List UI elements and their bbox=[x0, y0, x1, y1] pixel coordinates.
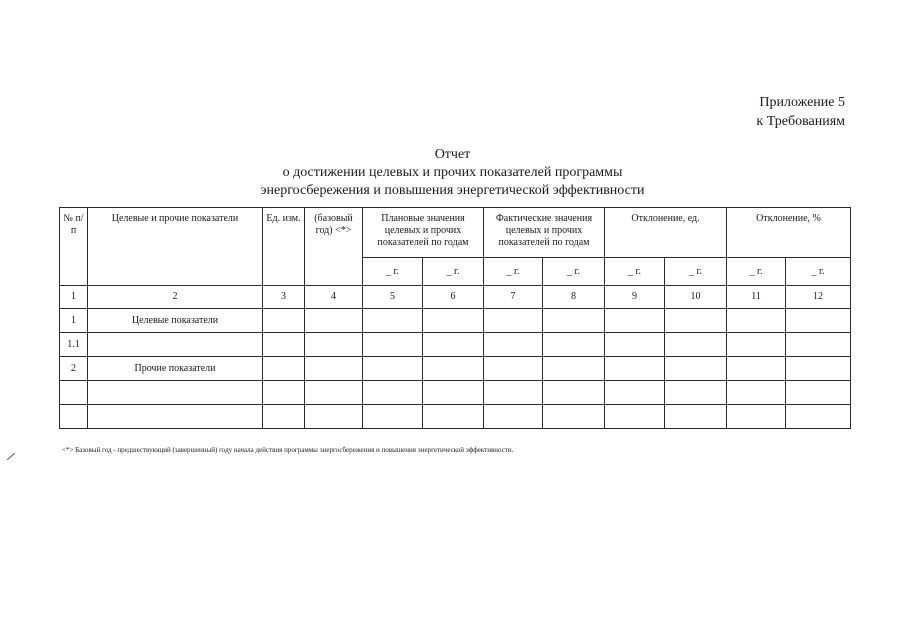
year-label: _ г. bbox=[363, 258, 423, 286]
row-num: 1.1 bbox=[60, 333, 88, 357]
year-label: _ г. bbox=[605, 258, 665, 286]
table-cell bbox=[665, 357, 727, 381]
report-table bbox=[59, 207, 851, 429]
column-number: 1 bbox=[60, 286, 88, 309]
document-title bbox=[180, 146, 725, 200]
table-cell bbox=[605, 405, 665, 429]
year-label: _ г. bbox=[786, 258, 851, 286]
header-fact: Фактические значения целевых и прочих показателей по годам bbox=[484, 208, 605, 258]
table-cell bbox=[305, 381, 363, 405]
table-cell bbox=[484, 381, 543, 405]
year-label: _ г. bbox=[543, 258, 605, 286]
table-cell bbox=[423, 405, 484, 429]
table-cell bbox=[605, 357, 665, 381]
appendix-reference bbox=[756, 93, 845, 131]
table-cell bbox=[543, 333, 605, 357]
table-cell bbox=[543, 357, 605, 381]
column-number: 5 bbox=[363, 286, 423, 309]
table-cell bbox=[484, 333, 543, 357]
scan-mark bbox=[7, 453, 15, 460]
table-cell bbox=[263, 381, 305, 405]
title-subject: о достижении целевых и прочих показателей программы bbox=[282, 165, 623, 180]
header-plan: Плановые значения целевых и прочих показателей по годам bbox=[363, 208, 484, 258]
table-cell bbox=[484, 309, 543, 333]
header-unit: Ед. изм. bbox=[263, 208, 305, 286]
table-cell bbox=[543, 309, 605, 333]
header-num: № п/п bbox=[60, 208, 88, 286]
table-cell bbox=[665, 309, 727, 333]
appendix-requirements: к Требованиям bbox=[756, 114, 845, 129]
row-name: Прочие показатели bbox=[88, 357, 263, 381]
table-cell bbox=[786, 333, 851, 357]
table-cell bbox=[786, 381, 851, 405]
table-cell bbox=[263, 333, 305, 357]
table-row bbox=[60, 309, 851, 333]
row-num: 2 bbox=[60, 357, 88, 381]
column-number: 2 bbox=[88, 286, 263, 309]
table-cell bbox=[786, 309, 851, 333]
table-cell bbox=[543, 381, 605, 405]
column-number: 10 bbox=[665, 286, 727, 309]
table-row bbox=[60, 357, 851, 381]
table-cell bbox=[727, 357, 786, 381]
row-name bbox=[88, 405, 263, 429]
row-num bbox=[60, 381, 88, 405]
table-cell bbox=[363, 381, 423, 405]
column-number-row bbox=[60, 286, 851, 309]
table-cell bbox=[605, 381, 665, 405]
row-name bbox=[88, 333, 263, 357]
table-cell bbox=[263, 405, 305, 429]
table-cell bbox=[305, 309, 363, 333]
row-name bbox=[88, 381, 263, 405]
header-row bbox=[60, 208, 851, 258]
year-label: _ г. bbox=[727, 258, 786, 286]
column-number: 8 bbox=[543, 286, 605, 309]
header-base-year: (базовый год) <*> bbox=[305, 208, 363, 286]
table-cell bbox=[543, 405, 605, 429]
table-cell bbox=[263, 309, 305, 333]
table-row bbox=[60, 381, 851, 405]
table-cell bbox=[665, 333, 727, 357]
title-program: энергосбережения и повышения энергетической эффективности bbox=[260, 183, 645, 198]
table-cell bbox=[305, 357, 363, 381]
table-cell bbox=[363, 309, 423, 333]
row-name: Целевые показатели bbox=[88, 309, 263, 333]
table-cell bbox=[363, 405, 423, 429]
row-num bbox=[60, 405, 88, 429]
column-number: 7 bbox=[484, 286, 543, 309]
column-number: 4 bbox=[305, 286, 363, 309]
column-number: 3 bbox=[263, 286, 305, 309]
table-cell bbox=[423, 357, 484, 381]
table-cell bbox=[786, 357, 851, 381]
table-cell bbox=[305, 405, 363, 429]
appendix-number: Приложение 5 bbox=[759, 95, 845, 110]
title-report: Отчет bbox=[434, 147, 471, 162]
table-cell bbox=[423, 333, 484, 357]
header-name: Целевые и прочие показатели bbox=[88, 208, 263, 286]
table-cell bbox=[423, 309, 484, 333]
column-number: 6 bbox=[423, 286, 484, 309]
table-cell bbox=[727, 405, 786, 429]
year-label: _ г. bbox=[423, 258, 484, 286]
table-cell bbox=[305, 333, 363, 357]
table-cell bbox=[727, 381, 786, 405]
table-cell bbox=[484, 357, 543, 381]
header-deviation-percent: Отклонение, % bbox=[727, 208, 851, 258]
row-num: 1 bbox=[60, 309, 88, 333]
header-deviation-units: Отклонение, ед. bbox=[605, 208, 727, 258]
table-cell bbox=[727, 333, 786, 357]
table-cell bbox=[423, 381, 484, 405]
table-cell bbox=[727, 309, 786, 333]
table-cell bbox=[484, 405, 543, 429]
column-number: 11 bbox=[727, 286, 786, 309]
table-row bbox=[60, 333, 851, 357]
column-number: 12 bbox=[786, 286, 851, 309]
table-cell bbox=[263, 357, 305, 381]
table-cell bbox=[363, 333, 423, 357]
table-row bbox=[60, 405, 851, 429]
table-cell bbox=[605, 333, 665, 357]
table-cell bbox=[363, 357, 423, 381]
year-label: _ г. bbox=[665, 258, 727, 286]
table-cell bbox=[665, 405, 727, 429]
column-number: 9 bbox=[605, 286, 665, 309]
table-cell bbox=[786, 405, 851, 429]
footnote: <*> Базовый год - предшествующий (завершенный) году начала действия программы энергосбережения и повышения энергетической эффективности. bbox=[62, 446, 514, 454]
table-cell bbox=[665, 381, 727, 405]
table-cell bbox=[605, 309, 665, 333]
year-label: _ г. bbox=[484, 258, 543, 286]
